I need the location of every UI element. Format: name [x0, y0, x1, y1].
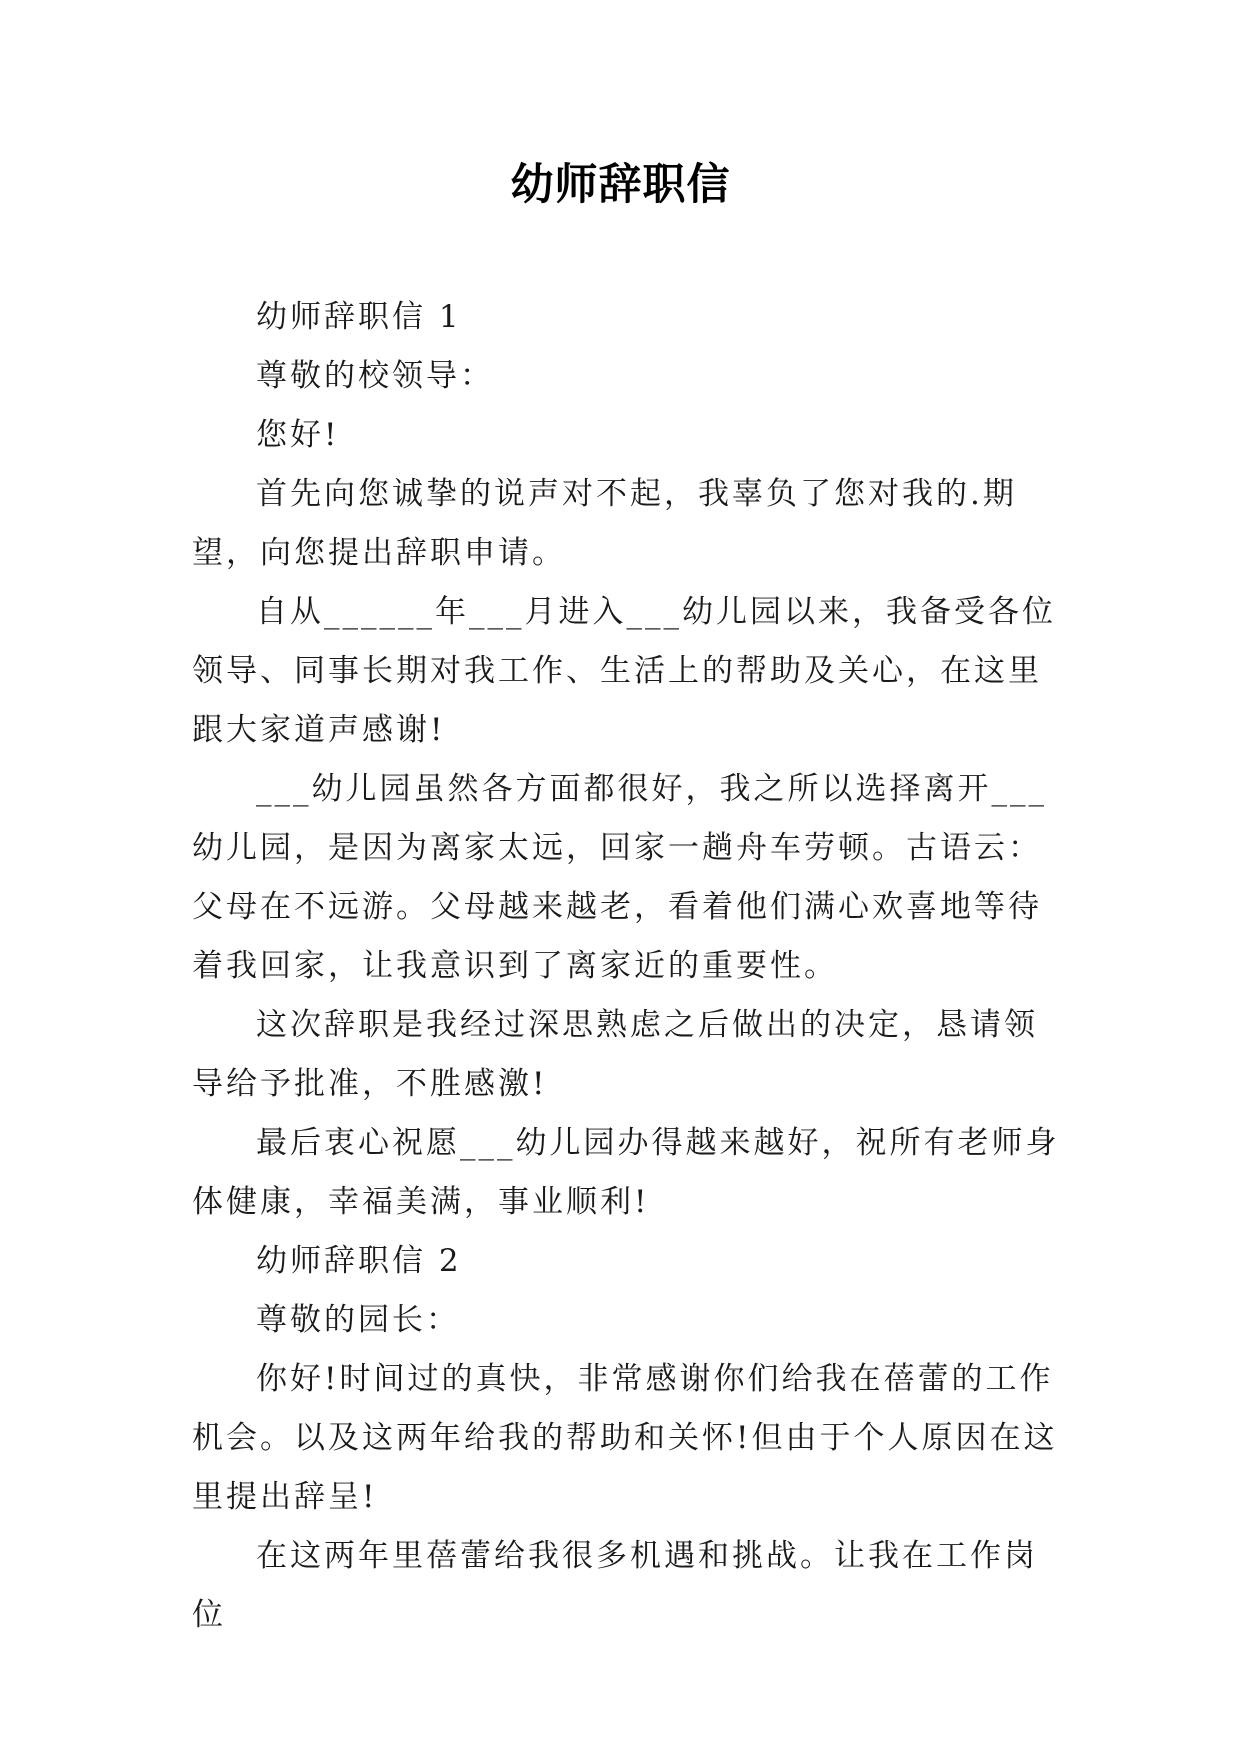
letter-2-heading: 幼师辞职信 2	[256, 1243, 462, 1279]
letter-1-paragraph: ___幼儿园虽然各方面都很好，我之所以选择离开___幼儿园，是因为离家太远，回家一趟舟车劳顿。古语云：父母在不远游。父母越来越老，看着他们满心欢喜地等待着我回家，让我意识到了离家近的重要性。	[192, 771, 1047, 984]
letter-1-paragraph: 这次辞职是我经过深思熟虑之后做出的决定，恳请领导给予批准，不胜感激!	[192, 1007, 1038, 1102]
document-body	[192, 288, 1067, 1645]
letter-1-closing: 最后衷心祝愿___幼儿园办得越来越好，祝所有老师身体健康，幸福美满，事业顺利!	[192, 1125, 1060, 1220]
letter-2-salutation: 尊敬的园长：	[256, 1302, 460, 1338]
letter-2-paragraph: 你好!时间过的真快，非常感谢你们给我在蓓蕾的工作机会。以及这两年给我的帮助和关怀!但由于个人原因在这里提出辞呈!	[192, 1361, 1058, 1515]
letter-2-paragraph: 在这两年里蓓蕾给我很多机遇和挑战。让我在工作岗位	[192, 1538, 1038, 1633]
letter-1-paragraph: 自从______年___月进入___幼儿园以来，我备受各位领导、同事长期对我工作、生活上的帮助及关心，在这里跟大家道声感谢!	[192, 594, 1056, 748]
document-title: 幼师辞职信	[510, 160, 731, 210]
letter-1-greeting: 您好!	[256, 417, 340, 453]
letter-1-salutation: 尊敬的校领导：	[256, 358, 494, 394]
letter-1-heading: 幼师辞职信 1	[256, 299, 462, 335]
letter-1-paragraph: 首先向您诚挚的说声对不起，我辜负了您对我的.期望，向您提出辞职申请。	[192, 476, 1017, 571]
